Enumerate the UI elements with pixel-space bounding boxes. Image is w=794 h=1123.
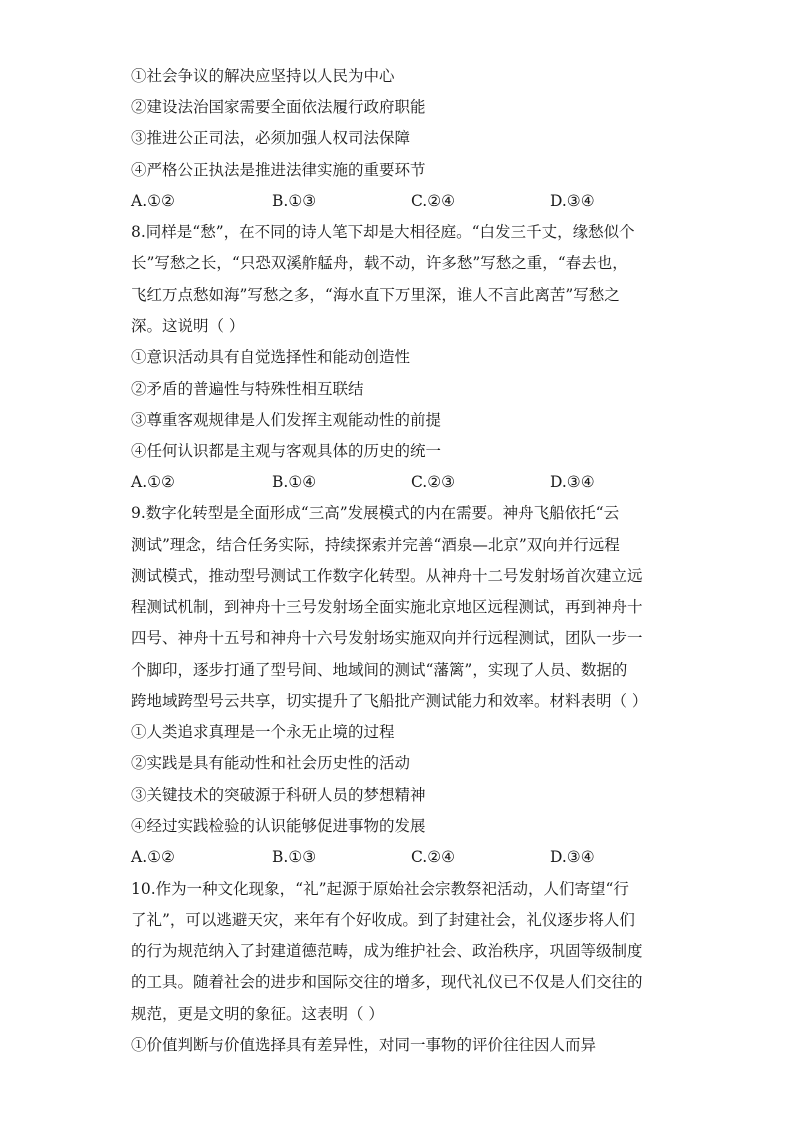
q8-option-a: A.①②: [131, 473, 175, 491]
q10-stem-line-4: 的工具。随着社会的进步和国际交往的增多，现代礼仪已不仅是人们交往的: [131, 973, 643, 991]
q8-item-3: ③尊重客观规律是人们发挥主观能动性的前提: [131, 411, 442, 429]
q9-option-c: C.②④: [411, 848, 456, 866]
q9-item-3: ③关键技术的突破源于科研人员的梦想精神: [131, 786, 426, 804]
q9-option-d: D.③④: [550, 848, 595, 866]
q10-stem-line-2: 了礼”，可以逃避天灾，来年有个好收成。到了封建社会，礼仪逐步将人们: [131, 911, 635, 929]
q9-option-a: A.①②: [131, 848, 175, 866]
q9-stem-line-3: 测试模式，推动型号测试工作数字化转型。从神舟十二号发射场首次建立远: [131, 567, 643, 585]
q8-stem-line-4: 深。这说明（ ）: [131, 317, 245, 335]
q7-item-4: ④严格公正执法是推进法律实施的重要环节: [131, 161, 426, 179]
q9-item-2: ②实践是具有能动性和社会历史性的活动: [131, 754, 411, 772]
q7-item-2: ②建设法治国家需要全面依法履行政府职能: [131, 98, 426, 116]
q7-options: [131, 191, 671, 211]
q8-item-4: ④任何认识都是主观与客观具体的历史的统一: [131, 442, 442, 460]
q8-options: [131, 472, 671, 492]
q7-item-1: ①社会争议的解决应坚持以人民为中心: [131, 67, 395, 85]
q9-item-4: ④经过实践检验的认识能够促进事物的发展: [131, 817, 426, 835]
q10-stem-line-5: 规范，更是文明的象征。这表明（ ）: [131, 1005, 384, 1023]
q10-stem-line-1: 10.作为一种文化现象，“礼”起源于原始社会宗教祭祀活动，人们寄望“行: [131, 880, 629, 898]
q10-stem-line-3: 的行为规范纳入了封建道德范畴，成为维护社会、政治秩序，巩固等级制度: [131, 942, 643, 960]
q9-stem-line-5: 四号、神舟十五号和神舟十六号发射场实施双向并行远程测试，团队一步一: [131, 629, 643, 647]
q8-item-2: ②矛盾的普遍性与特殊性相互联结: [131, 380, 364, 398]
q8-option-b: B.①④: [272, 473, 317, 491]
q9-item-1: ①人类追求真理是一个永无止境的过程: [131, 723, 395, 741]
q10-item-1: ①价值判断与价值选择具有差异性，对同一事物的评价往往因人而异: [131, 1036, 597, 1054]
q8-item-1: ①意识活动具有自觉选择性和能动创造性: [131, 348, 411, 366]
q9-stem-line-4: 程测试机制，到神舟十三号发射场全面实施北京地区远程测试，再到神舟十: [131, 598, 643, 616]
q7-option-a: A.①②: [131, 192, 175, 210]
q7-item-3: ③推进公正司法，必须加强人权司法保障: [131, 129, 411, 147]
q9-options: [131, 847, 671, 867]
q9-stem-line-1: 9.数字化转型是全面形成“三高”发展模式的内在需要。神舟飞船依托“云: [131, 504, 620, 522]
q8-option-d: D.③④: [550, 473, 595, 491]
q7-option-c: C.②④: [411, 192, 456, 210]
q9-stem-line-7: 跨地域跨型号云共享，切实提升了飞船批产测试能力和效率。材料表明（ ）: [131, 692, 648, 710]
q8-stem-line-3: 飞红万点愁如海”写愁之多，“海水直下万里深，谁人不言此离苦”写愁之: [131, 286, 620, 304]
q8-option-c: C.②③: [411, 473, 456, 491]
q7-option-b: B.①③: [272, 192, 317, 210]
q9-option-b: B.①③: [272, 848, 317, 866]
q9-stem-line-6: 个脚印，逐步打通了型号间、地域间的测试“藩篱”，实现了人员、数据的: [131, 661, 628, 679]
q8-stem-line-1: 8.同样是“愁”，在不同的诗人笔下却是大相径庭。“白发三千丈，缘愁似个: [131, 223, 635, 241]
q8-stem-line-2: 长”写愁之长，“只恐双溪舴艋舟，载不动，许多愁”写愁之重，“春去也，: [131, 254, 628, 272]
q9-stem-line-2: 测试”理念，结合任务实际，持续探索并完善“酒泉—北京”双向并行远程: [131, 536, 620, 554]
q7-option-d: D.③④: [550, 192, 595, 210]
